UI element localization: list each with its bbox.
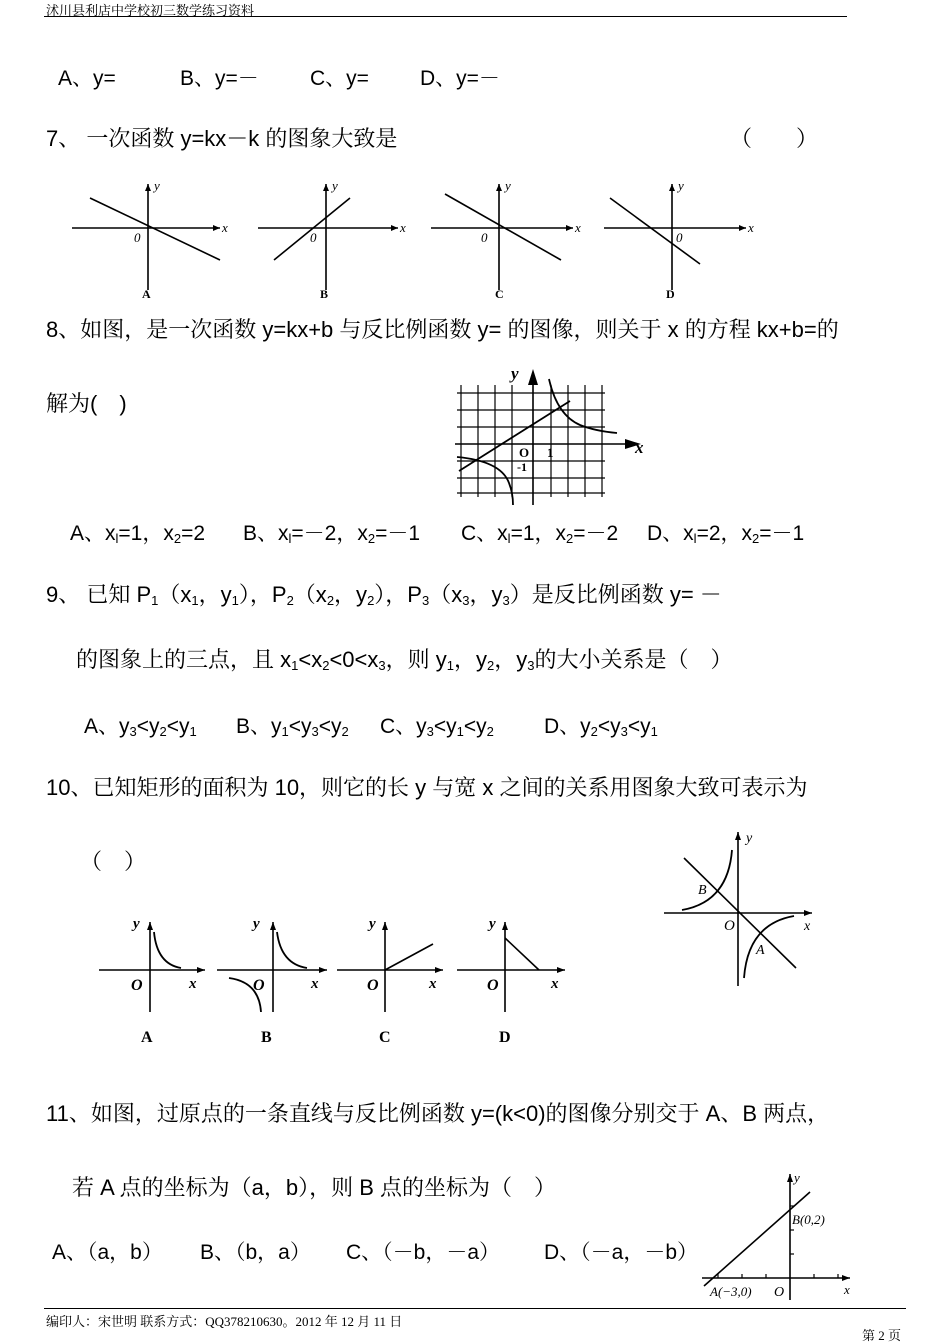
graph-caption: A <box>142 287 151 301</box>
q7-graph-d <box>598 178 768 303</box>
q9-option-c: C、$y_3<y_1<y_2$ <box>380 715 494 739</box>
q11-option-c: C、（－b，－a） <box>346 1241 501 1264</box>
q9-text-line2: 的图象上的三点，且 $x_1<x_2<0<x_3$，则 $y_1$，$y_2$，$y_3$的大小关系是（ ） <box>76 647 733 673</box>
axis-label-x: x <box>575 220 581 235</box>
origin-label: O <box>253 977 265 994</box>
q11-option-a: A、（a，b） <box>52 1241 163 1264</box>
q6-option-c: C、y= <box>310 67 369 90</box>
axis-label-y: y <box>746 831 753 846</box>
axis-label-y: y <box>511 364 519 383</box>
q7-graph-a <box>60 178 240 303</box>
graph-caption: C <box>379 1029 391 1046</box>
header-title: 沭川县利店中学校初三数学练习资料 <box>46 3 255 18</box>
q10-text: 10、已知矩形的面积为 10，则它的长 y 与宽 x 之间的关系用图象大致可表示为 <box>46 775 808 800</box>
origin-label: O <box>487 977 499 994</box>
q7-graph-b <box>250 178 420 303</box>
q11-option-b: B、（b，a） <box>200 1241 311 1264</box>
origin-label: O <box>367 977 379 994</box>
axis-label-x: x <box>400 220 406 235</box>
q8-option-d: D、$x_l=2$，$x_2=-1$ <box>647 522 805 546</box>
q9-option-b: B、$y_1<y_3<y_2$ <box>236 715 349 739</box>
q11-option-d: D、（－a，－b） <box>544 1241 699 1264</box>
axis-label-y: y <box>505 178 511 193</box>
point-b-label: B(0,2) <box>792 1212 825 1227</box>
line-graph-bottom <box>698 1168 863 1308</box>
axis-label-x: x <box>189 976 197 992</box>
axis-label-y: y <box>794 1170 800 1185</box>
origin-label: O <box>724 918 735 934</box>
graph-caption: C <box>495 287 504 301</box>
q6-option-d: D、y=－ <box>420 67 500 90</box>
q7-graph-c <box>425 178 595 303</box>
tick-label-neg1: -1 <box>517 460 527 474</box>
origin-label: O <box>774 1285 785 1300</box>
point-a-label: A(−3,0) <box>710 1284 752 1299</box>
q11-text-line2: 若 A 点的坐标为（a，b），则 B 点的坐标为（ ） <box>72 1175 557 1200</box>
graph-caption: A <box>141 1029 153 1046</box>
q10-graph-c <box>335 908 455 1048</box>
q8-option-c: C、$x_l=1$，$x_2=-2$ <box>461 522 619 546</box>
axis-label-x: x <box>804 919 811 934</box>
q8-option-b: B、$x_l=-2$，$x_2=-1$ <box>243 522 421 546</box>
origin-label: 0 <box>134 230 141 245</box>
graph-caption: D <box>499 1029 511 1046</box>
point-a-label: A <box>756 943 765 958</box>
footer-rule <box>44 1308 906 1309</box>
axis-label-x: x <box>635 438 644 457</box>
axis-label-y: y <box>332 178 338 193</box>
axis-label-x: x <box>311 976 319 992</box>
origin-label: 0 <box>481 230 488 245</box>
axis-label-y: y <box>678 178 684 193</box>
q7-text: 7、 一次函数 y=kx－k 的图象大致是 <box>46 126 398 151</box>
axis-label-x: x <box>551 976 559 992</box>
axis-label-y: y <box>253 916 260 932</box>
graph-caption: B <box>320 287 329 301</box>
q11-graph <box>662 828 832 988</box>
graph-caption: D <box>666 287 675 301</box>
axis-label-y: y <box>133 916 140 932</box>
q8-graph <box>445 365 655 505</box>
origin-label: 0 <box>310 230 317 245</box>
q9-option-d: D、$y_2<y_3<y_1$ <box>544 715 658 739</box>
header-rule <box>44 16 847 17</box>
q10-graph-d <box>455 908 575 1048</box>
origin-label: 0 <box>676 230 683 245</box>
q6-option-a: A、y= <box>58 67 116 90</box>
tick-label-1: 1 <box>547 445 554 460</box>
origin-label: O <box>131 977 143 994</box>
axis-label-x: x <box>429 976 437 992</box>
q9-option-a: A、$y_3<y_2<y_1$ <box>84 715 197 739</box>
q9-text-line1: 9、 已知 $P_1(x_1$，$y_1$），$P_2(x_2$，$y_2$），$P_3(x_3$，$y_3$）是反比例函数 y= － <box>46 582 722 608</box>
q11-text-line1: 11、如图，过原点的一条直线与反比例函数 y=(k<0)的图像分别交于 A、B 两点， <box>46 1101 830 1126</box>
graph-caption: B <box>261 1029 272 1046</box>
footer-info: 编印人：宋世明 联系方式：QQ378210630。2012 年 12 月 11 日 <box>46 1314 403 1329</box>
axis-label-y: y <box>154 178 160 193</box>
q7-answer-paren: （ ） <box>730 126 819 151</box>
q6-option-b: B、y=－ <box>180 67 259 90</box>
q8-option-a: A、$x_l=1$，$x_2=2$ <box>70 522 206 546</box>
axis-label-y: y <box>489 916 496 932</box>
page-number: 第 2 页 <box>862 1328 902 1343</box>
q10-graph-b <box>215 908 335 1048</box>
axis-label-x: x <box>844 1282 850 1297</box>
origin-label: O <box>519 445 530 460</box>
q8-text-line2: 解为( ) <box>46 391 127 416</box>
q10-answer-paren: （ ） <box>80 849 147 874</box>
axis-label-y: y <box>369 916 376 932</box>
axis-label-x: x <box>222 220 228 235</box>
point-b-label: B <box>698 883 707 898</box>
q10-graph-a <box>95 908 215 1048</box>
axis-label-x: x <box>748 220 754 235</box>
q8-text-line1: 8、如图，是一次函数 y=kx+b 与反比例函数 y= 的图像，则关于 x 的方程 kx+b=的 <box>46 317 839 342</box>
